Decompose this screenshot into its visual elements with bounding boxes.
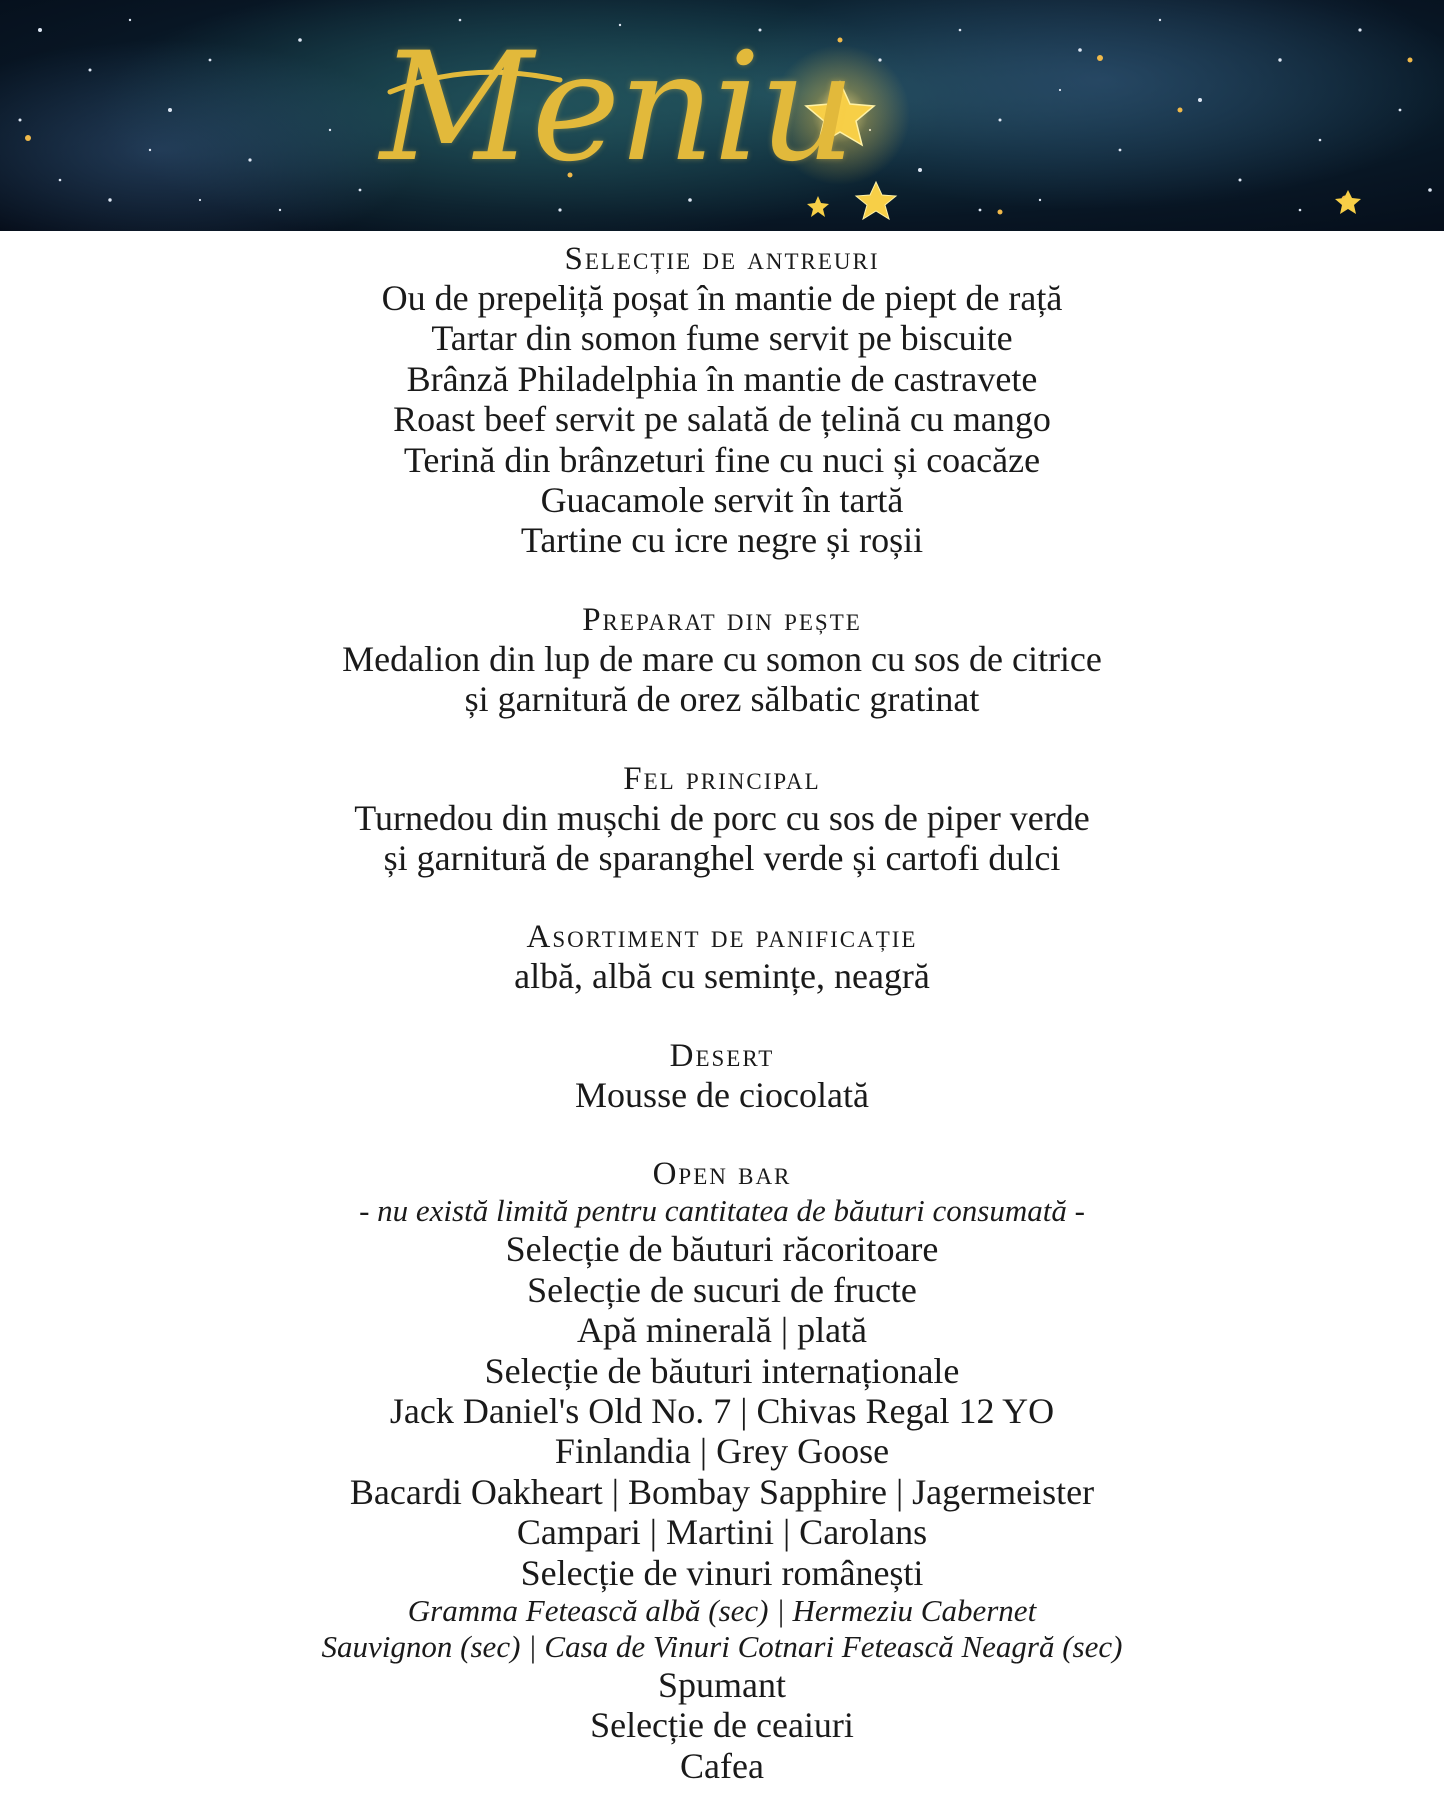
- menu-item: Brânză Philadelphia în mantie de castravete: [406, 358, 1038, 399]
- menu-item: Jack Daniel's Old No. 7 | Chivas Regal 12 YO: [389, 1390, 1055, 1431]
- menu-item: Finlandia | Grey Goose: [554, 1431, 890, 1472]
- star-icon: [1335, 190, 1361, 214]
- menu-item: Ou de prepeliță poșat în mantie de piept de rață: [381, 278, 1063, 318]
- section-antreuri: [0, 240, 1444, 561]
- menu-item: Roast beef servit pe salată de țelină cu mango: [393, 399, 1051, 440]
- section-fel-principal: [0, 760, 1444, 879]
- menu-item: și garnitură de sparanghel verde și cartofi dulci: [383, 838, 1061, 879]
- menu-item: Cafea: [680, 1745, 764, 1786]
- menu-item: Bacardi Oakheart | Bombay Sapphire | Jagermeister: [349, 1471, 1095, 1512]
- section-title: Open bar: [652, 1156, 792, 1193]
- section-panificatie: [0, 918, 1444, 996]
- menu-item: Selecție de sucuri de fructe: [527, 1269, 917, 1310]
- menu-item: Mousse de ciocolată: [575, 1074, 869, 1115]
- section-open-bar: [0, 1155, 1444, 1786]
- header-banner: [0, 0, 1444, 231]
- menu-item: Campari | Martini | Carolans: [516, 1512, 928, 1553]
- open-bar-note: - nu există limită pentru cantitatea de băuturi consumată -: [359, 1193, 1085, 1229]
- menu-item: și garnitură de orez sălbatic gratinat: [464, 679, 980, 720]
- menu-item: albă, albă cu semințe, neagră: [514, 956, 930, 997]
- wine-list-line: Sauvignon (sec) | Casa de Vinuri Cotnari Fetească Neagră (sec): [321, 1628, 1123, 1664]
- section-title: Asortiment de panificație: [526, 919, 918, 956]
- section-desert: [0, 1037, 1444, 1115]
- menu-item: Tartar din somon fume servit pe biscuite: [431, 318, 1013, 359]
- menu-item: Guacamole servit în tartă: [540, 480, 904, 521]
- section-title: Desert: [669, 1037, 775, 1074]
- menu-item: Selecție de băuturi răcoritoare: [505, 1229, 939, 1270]
- menu-item: Selecție de vinuri românești: [520, 1552, 924, 1593]
- menu-item: Spumant: [657, 1664, 786, 1705]
- menu-item: Apă minerală | plată: [576, 1310, 868, 1351]
- menu-item: Turnedou din mușchi de porc cu sos de piper verde: [354, 797, 1090, 838]
- section-title: Selecție de antreuri: [564, 241, 880, 277]
- menu-content: [0, 240, 1444, 1786]
- menu-item: Selecție de ceaiuri: [590, 1705, 854, 1746]
- menu-item: Terină din brânzeturi fine cu nuci și coacăze: [403, 439, 1041, 480]
- section-title: Fel principal: [623, 760, 821, 797]
- menu-title: Meniu: [380, 21, 854, 195]
- section-peste: [0, 601, 1444, 720]
- menu-item: Medalion din lup de mare cu somon cu sos de citrice: [342, 638, 1102, 679]
- menu-item: Selecție de băuturi internaționale: [484, 1350, 960, 1391]
- menu-item: Tartine cu icre negre și roșii: [520, 520, 924, 561]
- wine-list-line: Gramma Fetească albă (sec) | Hermeziu Cabernet: [407, 1592, 1037, 1628]
- section-title: Preparat din pește: [582, 601, 862, 638]
